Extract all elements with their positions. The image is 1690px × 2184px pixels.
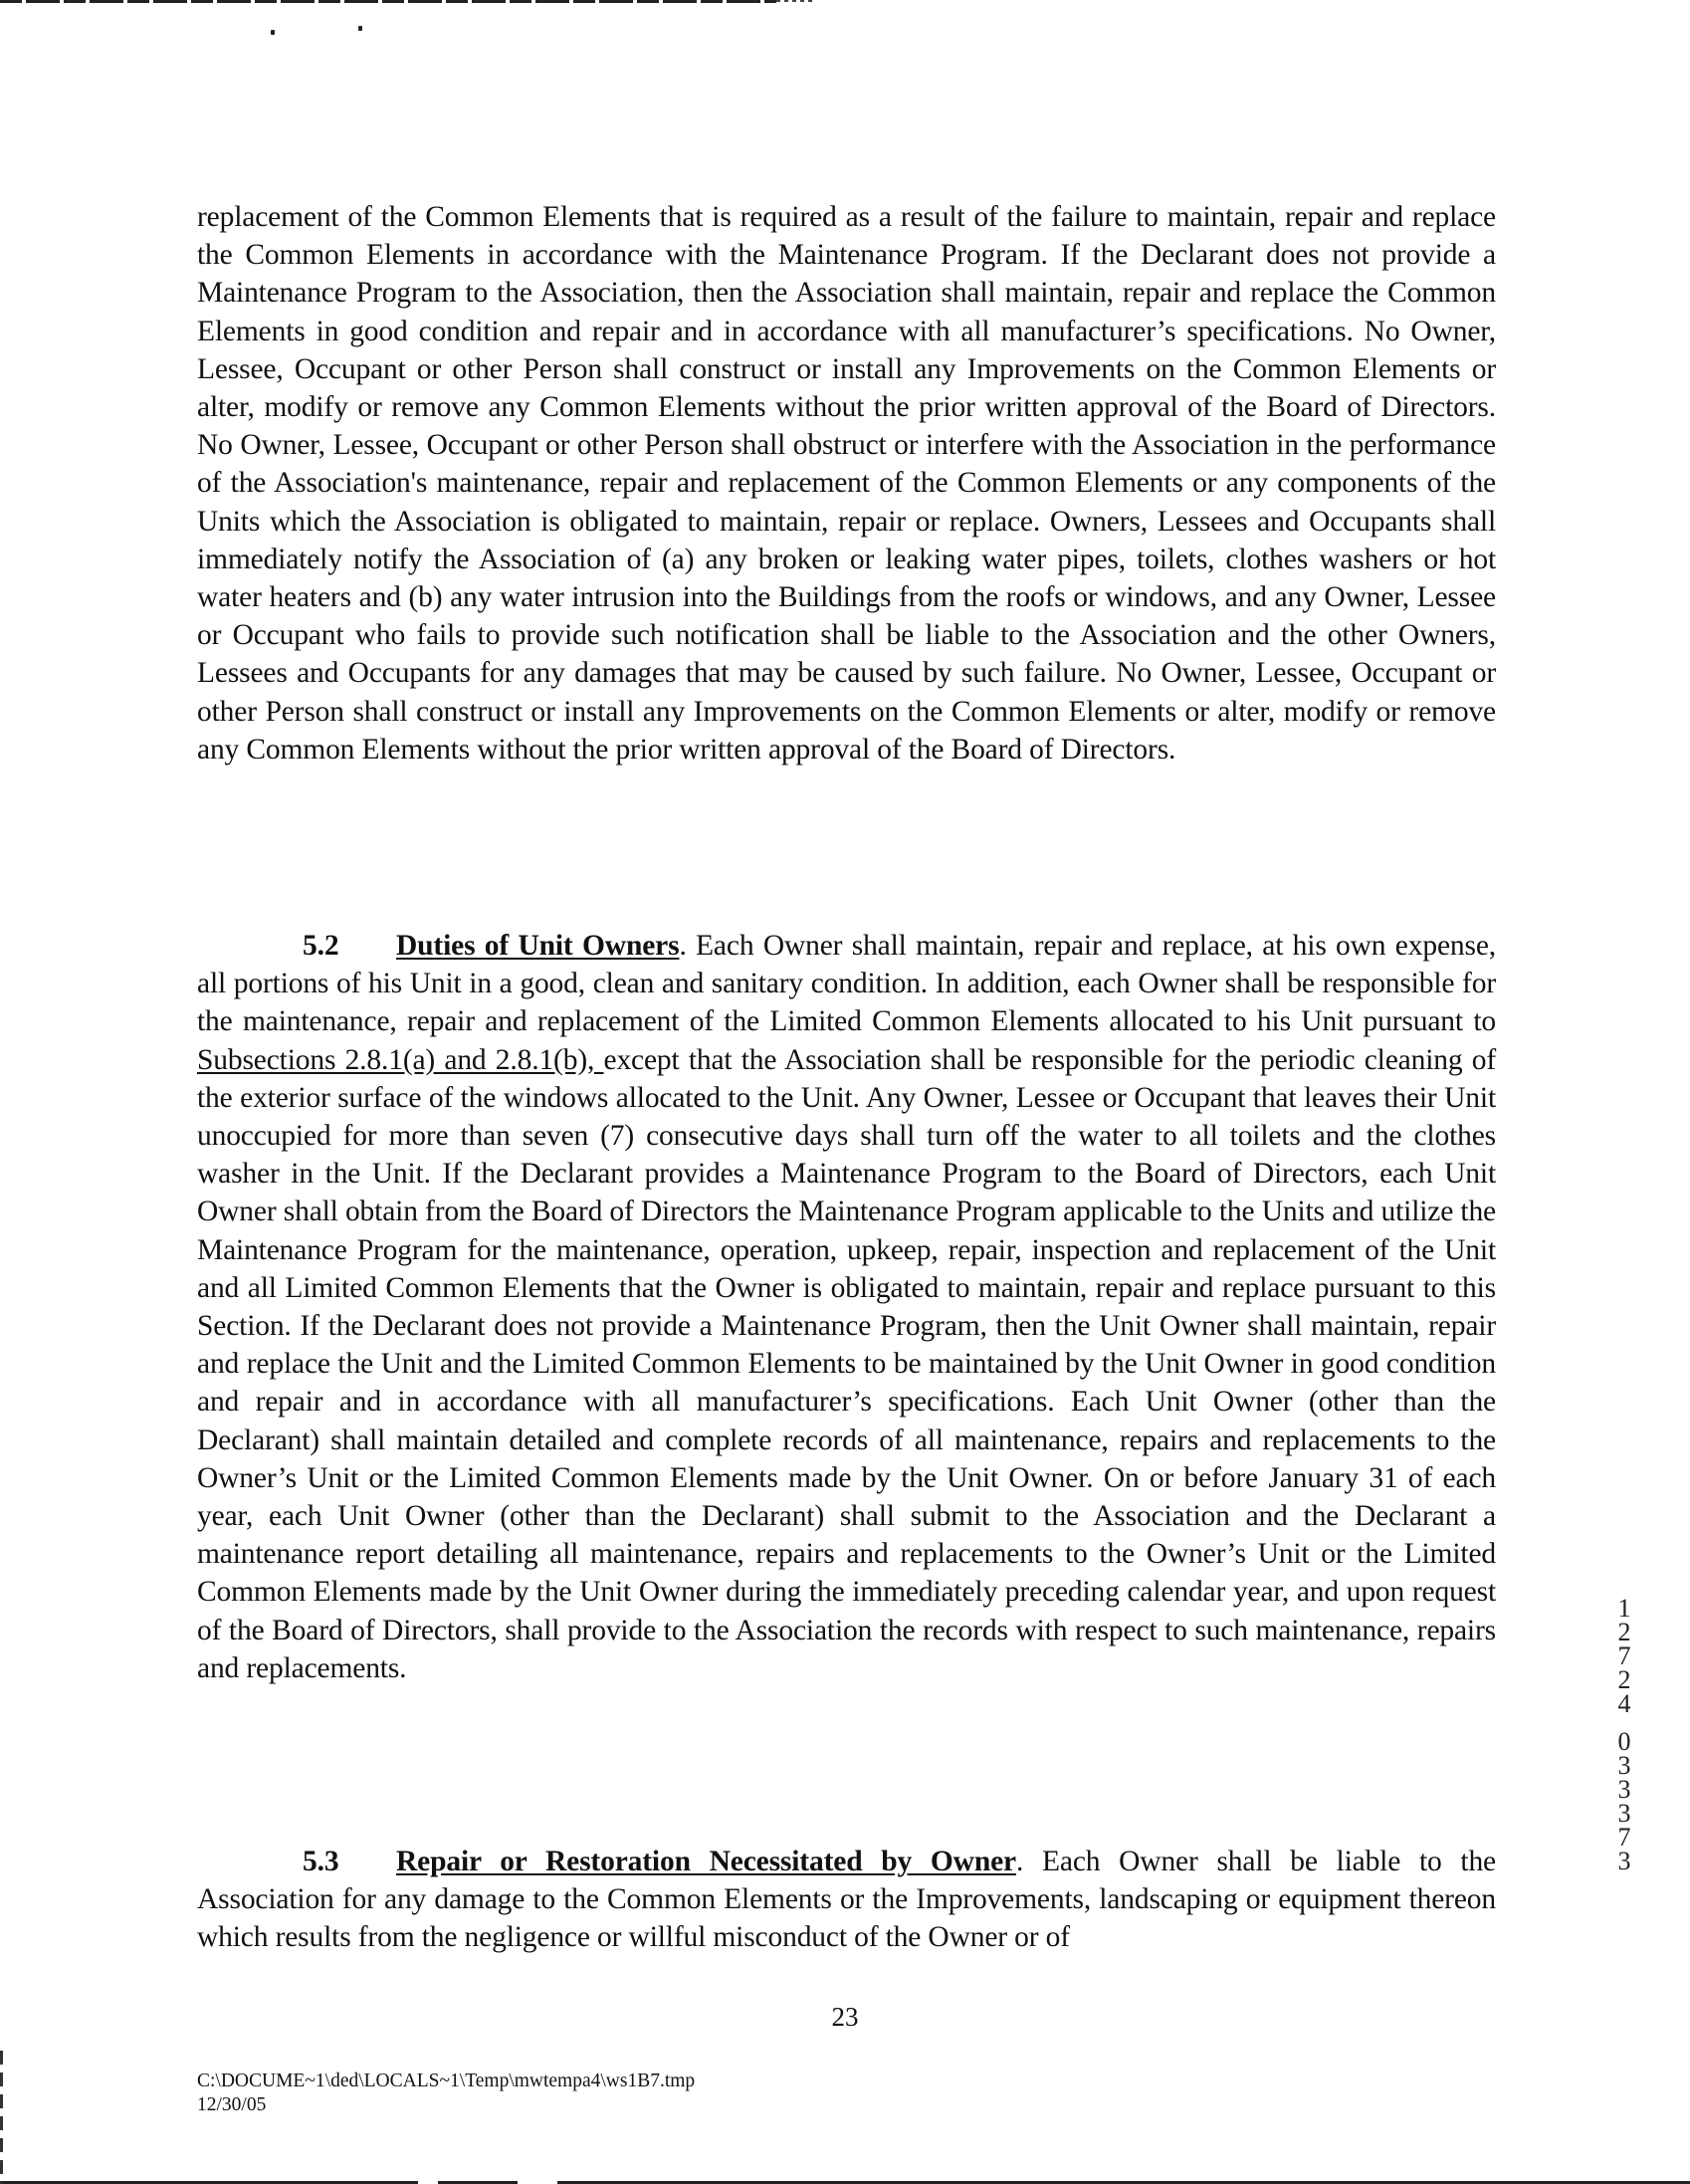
section-text: . Each Owner shall be liable to the Association for any damage to the Common Elements or the Improvements, landscaping or equipment thereon which results from the negligence or willful misconduct of the Owner or of	[197, 1846, 1496, 1954]
section-number: 5.2	[303, 930, 339, 962]
cross-reference: Subsections 2.8.1(a) and 2.8.1(b),	[197, 1043, 604, 1076]
stamp-digit: 3	[1617, 1799, 1631, 1828]
footer-date: 12/30/05	[197, 2094, 267, 2115]
stamp-digit: 7	[1617, 1823, 1631, 1852]
stamp-digit: 2	[1617, 1665, 1631, 1694]
section-heading: Duties of Unit Owners	[396, 930, 680, 962]
stamp-digit: 3	[1617, 1751, 1631, 1780]
stamp-digit: 1	[1617, 1594, 1631, 1623]
recording-stamp	[1610, 1594, 1638, 1875]
section-text: . Each Owner shall maintain, repair and replace, at his own expense, all portions of his Unit in a good, clean and sanitary condition. In addition, each Owner shall be responsible for the maintenance, repair and replacement of the Limited Common Elements allocated to his Unit pursuant to	[197, 930, 1496, 1038]
document-footer	[197, 2070, 695, 2117]
stamp-digit: 2	[1617, 1618, 1631, 1646]
stamp-digit: 3	[1617, 1775, 1631, 1804]
section-text-continued: except that the Association shall be responsible for the periodic cleaning of the exterior surface of the windows allocated to the Unit. Any Owner, Lessee or Occupant that leaves their Unit unoccupied for more than seven (7) consecutive days shall turn off the water to all toilets and the clothes washer in the Unit. If the Declarant provides a Maintenance Program to the Board of Directors, each Unit Owner shall obtain from the Board of Directors the Maintenance Program applicable to the Units and utilize the Maintenance Program for the maintenance, operation, upkeep, repair, inspection and replacement of the Unit and all Limited Common Elements that the Owner is obligated to maintain, repair and replace pursuant to this Section. If the Declarant does not provide a Maintenance Program, then the Unit Owner shall maintain, repair and replace the Unit and the Limited Common Elements to be maintained by the Unit Owner in good condition and repair and in accordance with all manufacturer’s specifications. Each Unit Owner (other than the Declarant) shall maintain detailed and complete records of all maintenance, repairs and replacements to the Owner’s Unit or the Limited Common Elements made by the Unit Owner. On or before January 31 of each year, each Unit Owner (other than the Declarant) shall submit to the Association and the Declarant a maintenance report detailing all maintenance, repairs and replacements to the Owner’s Unit or the Limited Common Elements made by the Unit Owner during the immediately preceding calendar year, and upon request of the Board of Directors, shall provide to the Association the records with respect to such maintenance, repairs and replacements.	[197, 1043, 1497, 1684]
section-5-3	[197, 1843, 1496, 1957]
scan-speck	[358, 26, 362, 31]
stamp-digit: 7	[1617, 1641, 1631, 1670]
page-number: 23	[831, 2002, 859, 2032]
section-5-2	[197, 927, 1496, 1687]
scan-edge-top	[0, 0, 776, 3]
stamp-digit: 0	[1617, 1727, 1631, 1756]
scan-edge-top-fragment	[776, 0, 816, 2]
section-heading: Repair or Restoration Necessitated by Owner	[396, 1846, 1016, 1877]
continuation-paragraph	[197, 198, 1496, 768]
stamp-digit: 4	[1617, 1689, 1631, 1718]
stamp-digit: 3	[1617, 1847, 1631, 1875]
footer-file-path: C:\DOCUME~1\ded\LOCALS~1\Temp\mwtempa4\ws1B7.tmp	[197, 2071, 696, 2091]
section-number: 5.3	[303, 1846, 339, 1877]
scan-speck	[271, 30, 275, 35]
scan-edge-left	[0, 2051, 3, 2184]
paragraph-text: replacement of the Common Elements that is required as a result of the failure to maintain, repair and replace the Common Elements in accordance with the Maintenance Program. If the Declarant does not provide a Maintenance Program to the Association, then the Association shall maintain, repair and replace the Common Elements in good condition and repair and in accordance with all manufacturer’s specifications. No Owner, Lessee, Occupant or other Person shall construct or install any Improvements on the Common Elements or alter, modify or remove any Common Elements without the prior written approval of the Board of Directors. No Owner, Lessee, Occupant or other Person shall obstruct or interfere with the Association in the performance of the Association's maintenance, repair and replacement of the Common Elements or any components of the Units which the Association is obligated to maintain, repair or replace. Owners, Lessees and Occupants shall immediately notify the Association of (a) any broken or leaking water pipes, toilets, clothes washers or hot water heaters and (b) any water intrusion into the Buildings from the roofs or windows, and any Owner, Lessee or Occupant who fails to provide such notification shall be liable to the Association and the other Owners, Lessees and Occupants for any damages that may be caused by such failure. No Owner, Lessee, Occupant or other Person shall construct or install any Improvements on the Common Elements or alter, modify or remove any Common Elements without the prior written approval of the Board of Directors.	[197, 201, 1496, 765]
